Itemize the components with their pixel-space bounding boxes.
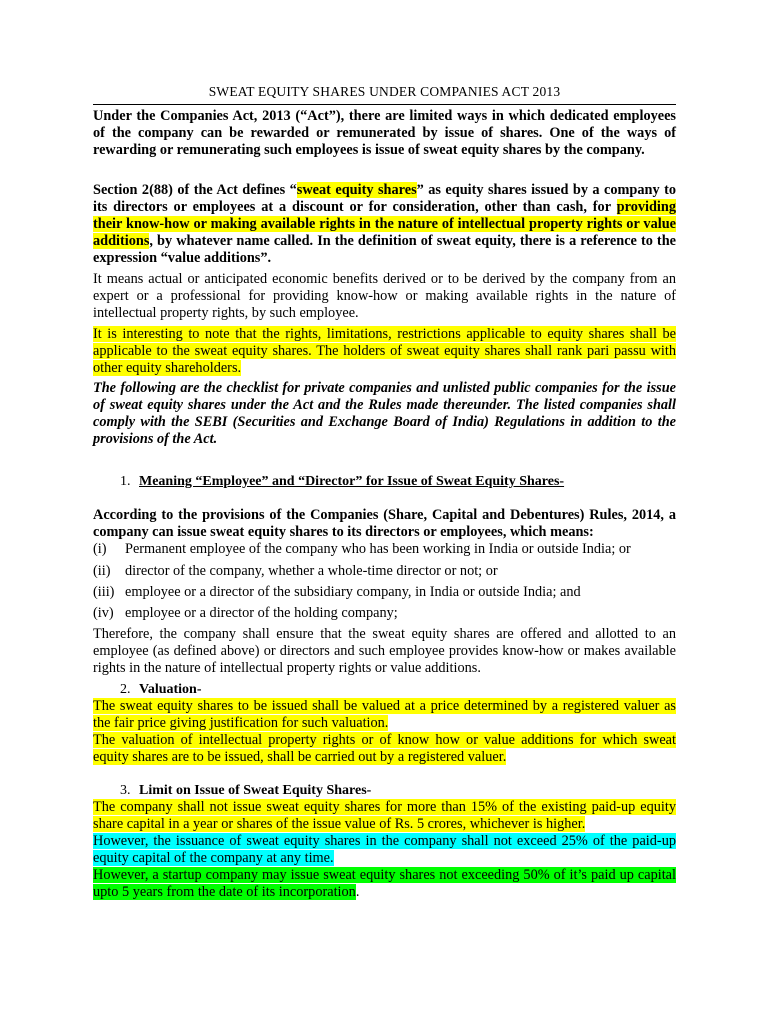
section-1-heading: 1. Meaning “Employee” and “Director” for Issue of Sweat Equity Shares- [120,474,565,489]
list-item: (iv) employee or a director of the holding company; [93,605,398,621]
section-1-outro: Therefore, the company shall ensure that the sweat equity shares are offered and allotted to an employee (as defined above) or directors and such employee provides know-how or makes available rights in the nature of intellectual property rights or value additions. [93,626,676,676]
document-title: SWEAT EQUITY SHARES UNDER COMPANIES ACT 2013 [208,84,561,99]
checklist-paragraph: The following are the checklist for private companies and unlisted public companies for the issue of sweat equity shares under the Act and the Rules made thereunder. The listed companies shall comply with the SEBI (Securities and Exchange Board of India) Regulations in addition to the provisions of the Act. [93,380,676,447]
valuation-paragraph-1: The sweat equity shares to be issued shall be valued at a price determined by a registered valuer as the fair price giving justification for such valuation. [93,698,676,731]
limit-paragraph-1: The company shall not issue sweat equity shares for more than 15% of the existing paid-up equity share capital in a year or shares of the issue value of Rs. 5 crores, whichever is higher. [93,799,676,832]
list-item: (i) Permanent employee of the company who has been working in India or outside India; or [93,541,631,557]
sweat-equity-highlight: sweat equity shares [296,182,417,198]
list-item: (iii) employee or a director of the subsidiary company, in India or outside India; and [93,584,581,600]
know-how-highlight: providing their know-how or making available rights in the nature of intellectual property rights or value additions [93,199,676,249]
limit-paragraph-2: However, the issuance of sweat equity shares in the company shall not exceed 25% of the paid-up equity capital of the company at any time. [93,833,676,866]
section-2-heading: 2. Valuation- [120,682,202,697]
valuation-paragraph-2: The valuation of intellectual property rights or of know how or value additions for which sweat equity shares are to be issued, shall be carried out by a registered valuer. [93,732,676,765]
list-item: (ii) director of the company, whether a whole-time director or not; or [93,563,498,579]
definition-paragraph: Section 2(88) of the Act defines “sweat equity shares” as equity shares issued by a company to its directors or employees at a discount or for consideration, other than cash, for providing their know-how or making available rights in the nature of intellectual property rights or value additions, by whatever name called. In the definition of sweat equity, there is a reference to the expression “value additions”. [93,182,676,266]
rights-paragraph: It is interesting to note that the rights, limitations, restrictions applicable to equity shares shall be applicable to the sweat equity shares. The holders of sweat equity shares shall rank pari passu with other equity shareholders. [93,326,676,376]
intro-paragraph: Under the Companies Act, 2013 (“Act”), there are limited ways in which dedicated employees of the company can be rewarded or remunerated by issue of shares. One of the ways of rewarding or remunerating such employees is issue of sweat equity shares by the company. [93,108,676,158]
limit-paragraph-3: However, a startup company may issue sweat equity shares not exceeding 50% of it’s paid up capital upto 5 years from the date of its incorporation. [93,867,676,900]
section-1-intro: According to the provisions of the Companies (Share, Capital and Debentures) Rules, 2014, a company can issue sweat equity shares to its directors or employees, which means: [93,507,676,540]
meaning-paragraph: It means actual or anticipated economic benefits derived or to be derived by the company from an expert or a professional for providing know-how or making available rights in the nature of intellectual property rights, by such employee. [93,271,676,321]
section-3-heading: 3. Limit on Issue of Sweat Equity Shares- [120,783,372,798]
title-rule [93,104,676,105]
